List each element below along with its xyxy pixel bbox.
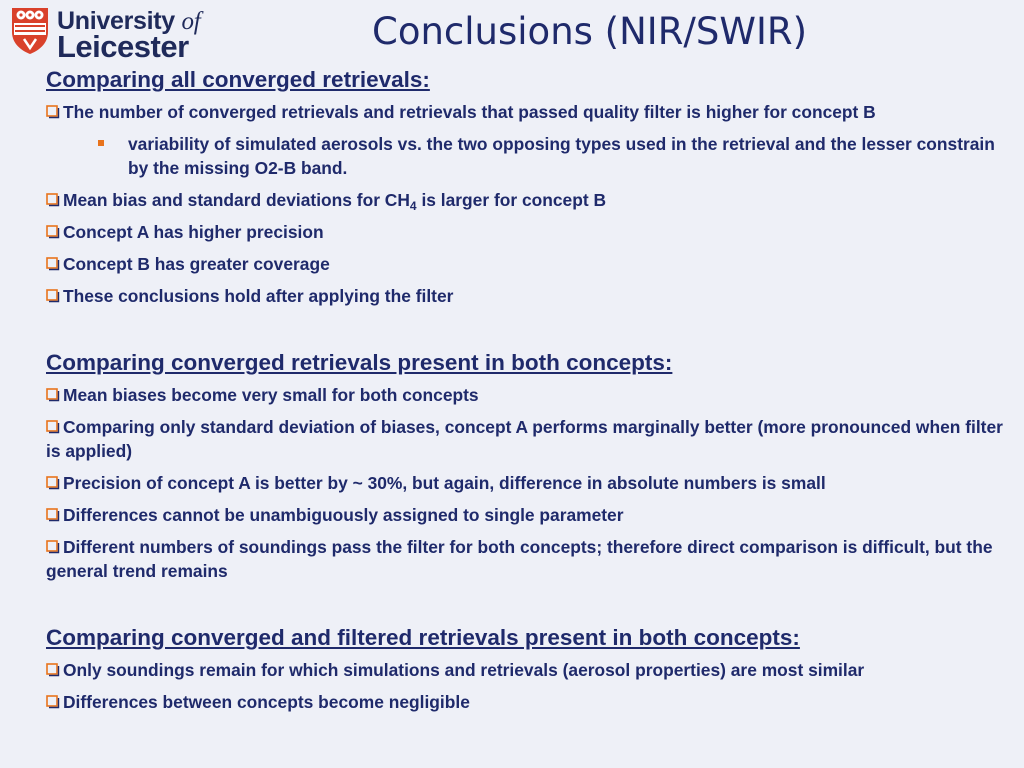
list-item: Concept B has greater coverage <box>46 252 1006 276</box>
hollow-square-bullet-icon <box>46 289 60 303</box>
list-item: Different numbers of soundings pass the filter for both concepts; therefore direct comparison is difficult, but the general trend remains <box>46 537 993 581</box>
hollow-square-bullet-icon <box>46 476 60 490</box>
logo-wordmark-top: University of <box>57 7 201 35</box>
section-heading: Comparing converged and filtered retrievals present in both concepts: <box>46 625 800 650</box>
slide-body <box>46 66 1006 714</box>
list-item: Differences between concepts become negligible <box>46 690 1006 714</box>
list-item: Comparing only standard deviation of biases, concept A performs marginally better (more pronounced when filter is applied) <box>46 417 1003 461</box>
list-item: Concept A has higher precision <box>46 220 1006 244</box>
hollow-square-bullet-icon <box>46 508 60 522</box>
list-item: Mean bias and standard deviations for $CH_4$ is larger for concept B <box>46 188 1006 212</box>
list-item: Only soundings remain for which simulations and retrievals (aerosol properties) are most similar <box>46 658 1006 682</box>
university-logo <box>10 4 220 64</box>
hollow-square-bullet-icon <box>46 540 60 554</box>
list-item: Differences cannot be unambiguously assigned to single parameter <box>46 503 1006 527</box>
section-heading: Comparing all converged retrievals: <box>46 67 430 92</box>
list-item: These conclusions hold after applying the filter <box>46 284 1006 308</box>
slide-title: Conclusions (NIR/SWIR) <box>372 10 808 53</box>
section-heading: Comparing converged retrievals present in both concepts: <box>46 350 673 375</box>
filled-square-bullet-icon <box>98 140 104 146</box>
list-item: The number of converged retrievals and retrievals that passed quality filter is higher for concept B <box>46 100 1006 124</box>
hollow-square-bullet-icon <box>46 225 60 239</box>
hollow-square-bullet-icon <box>46 420 60 434</box>
hollow-square-bullet-icon <box>46 193 60 207</box>
hollow-square-bullet-icon <box>46 388 60 402</box>
hollow-square-bullet-icon <box>46 257 60 271</box>
hollow-square-bullet-icon <box>46 695 60 709</box>
hollow-square-bullet-icon <box>46 105 60 119</box>
sub-list-item: variability of simulated aerosols vs. the two opposing types used in the retrieval and the lesser constrain by the missing O2-B band. <box>46 132 1006 180</box>
list-item: Mean biases become very small for both concepts <box>46 383 1006 407</box>
list-item: Precision of concept A is better by ~ 30%, but again, difference in absolute numbers is small <box>46 471 1006 495</box>
logo-wordmark-city: Leicester <box>57 29 189 64</box>
university-shield-icon <box>10 6 50 56</box>
hollow-square-bullet-icon <box>46 663 60 677</box>
